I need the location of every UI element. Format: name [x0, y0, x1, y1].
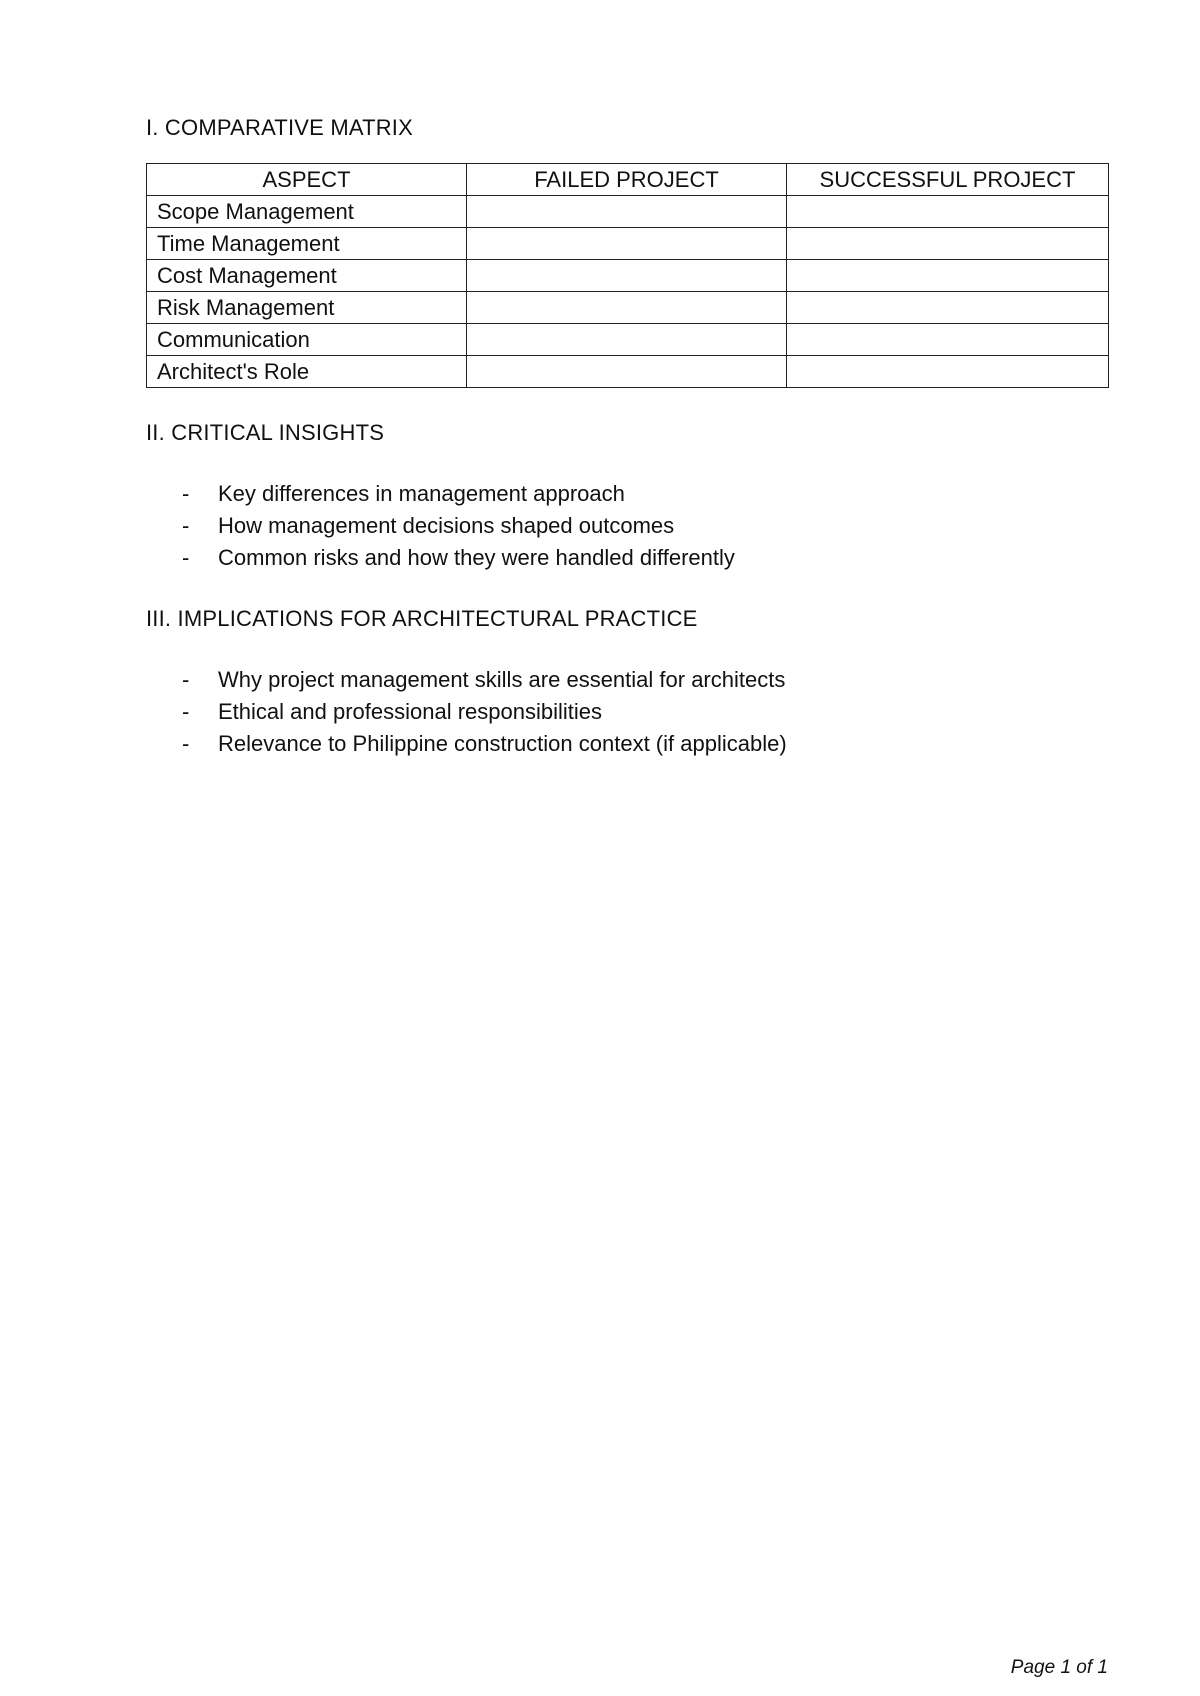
- implications-list: [146, 664, 1106, 760]
- bullet-dash: -: [182, 545, 190, 570]
- successful-project-cell: [787, 260, 1109, 292]
- document-content: [146, 113, 1106, 760]
- list-item: [146, 542, 1106, 574]
- column-header-failed-project: FAILED PROJECT: [467, 164, 787, 196]
- table-row: [147, 196, 1109, 228]
- matrix-heading: I. COMPARATIVE MATRIX: [146, 115, 413, 140]
- list-item-text: Ethical and professional responsibilities: [218, 699, 602, 724]
- list-item: [146, 478, 1106, 510]
- table-row: [147, 356, 1109, 388]
- aspect-cell: Risk Management: [147, 292, 467, 324]
- table-row: [147, 292, 1109, 324]
- column-header-successful-project: SUCCESSFUL PROJECT: [787, 164, 1109, 196]
- column-header-aspect: ASPECT: [147, 164, 467, 196]
- list-item: [146, 696, 1106, 728]
- list-item-text: How management decisions shaped outcomes: [218, 513, 675, 538]
- implications-heading: III. IMPLICATIONS FOR ARCHITECTURAL PRACTICE: [146, 606, 698, 631]
- insights-list: [146, 478, 1106, 574]
- list-item: [146, 664, 1106, 696]
- failed-project-cell: [467, 196, 787, 228]
- successful-project-cell: [787, 324, 1109, 356]
- failed-project-cell: [467, 292, 787, 324]
- aspect-cell: Cost Management: [147, 260, 467, 292]
- list-item-text: Relevance to Philippine construction context (if applicable): [218, 731, 787, 756]
- insights-heading: II. CRITICAL INSIGHTS: [146, 420, 385, 445]
- aspect-cell: Communication: [147, 324, 467, 356]
- aspect-cell: Scope Management: [147, 196, 467, 228]
- aspect-cell: Architect's Role: [147, 356, 467, 388]
- bullet-dash: -: [182, 513, 190, 538]
- list-item: [146, 510, 1106, 542]
- list-item-text: Common risks and how they were handled differently: [218, 545, 735, 570]
- successful-project-cell: [787, 196, 1109, 228]
- successful-project-cell: [787, 356, 1109, 388]
- failed-project-cell: [467, 228, 787, 260]
- bullet-dash: -: [182, 481, 190, 506]
- bullet-dash: -: [182, 667, 190, 692]
- table-header-row: [147, 164, 1109, 196]
- aspect-cell: Time Management: [147, 228, 467, 260]
- table-row: [147, 260, 1109, 292]
- bullet-dash: -: [182, 699, 190, 724]
- failed-project-cell: [467, 356, 787, 388]
- successful-project-cell: [787, 228, 1109, 260]
- successful-project-cell: [787, 292, 1109, 324]
- failed-project-cell: [467, 260, 787, 292]
- failed-project-cell: [467, 324, 787, 356]
- table-row: [147, 324, 1109, 356]
- list-item-text: Key differences in management approach: [218, 481, 625, 506]
- list-item: [146, 728, 1106, 760]
- table-row: [147, 228, 1109, 260]
- bullet-dash: -: [182, 731, 190, 756]
- page-number: Page 1 of 1: [1010, 1657, 1108, 1678]
- list-item-text: Why project management skills are essential for architects: [218, 667, 786, 692]
- comparative-matrix-table: [146, 163, 1109, 388]
